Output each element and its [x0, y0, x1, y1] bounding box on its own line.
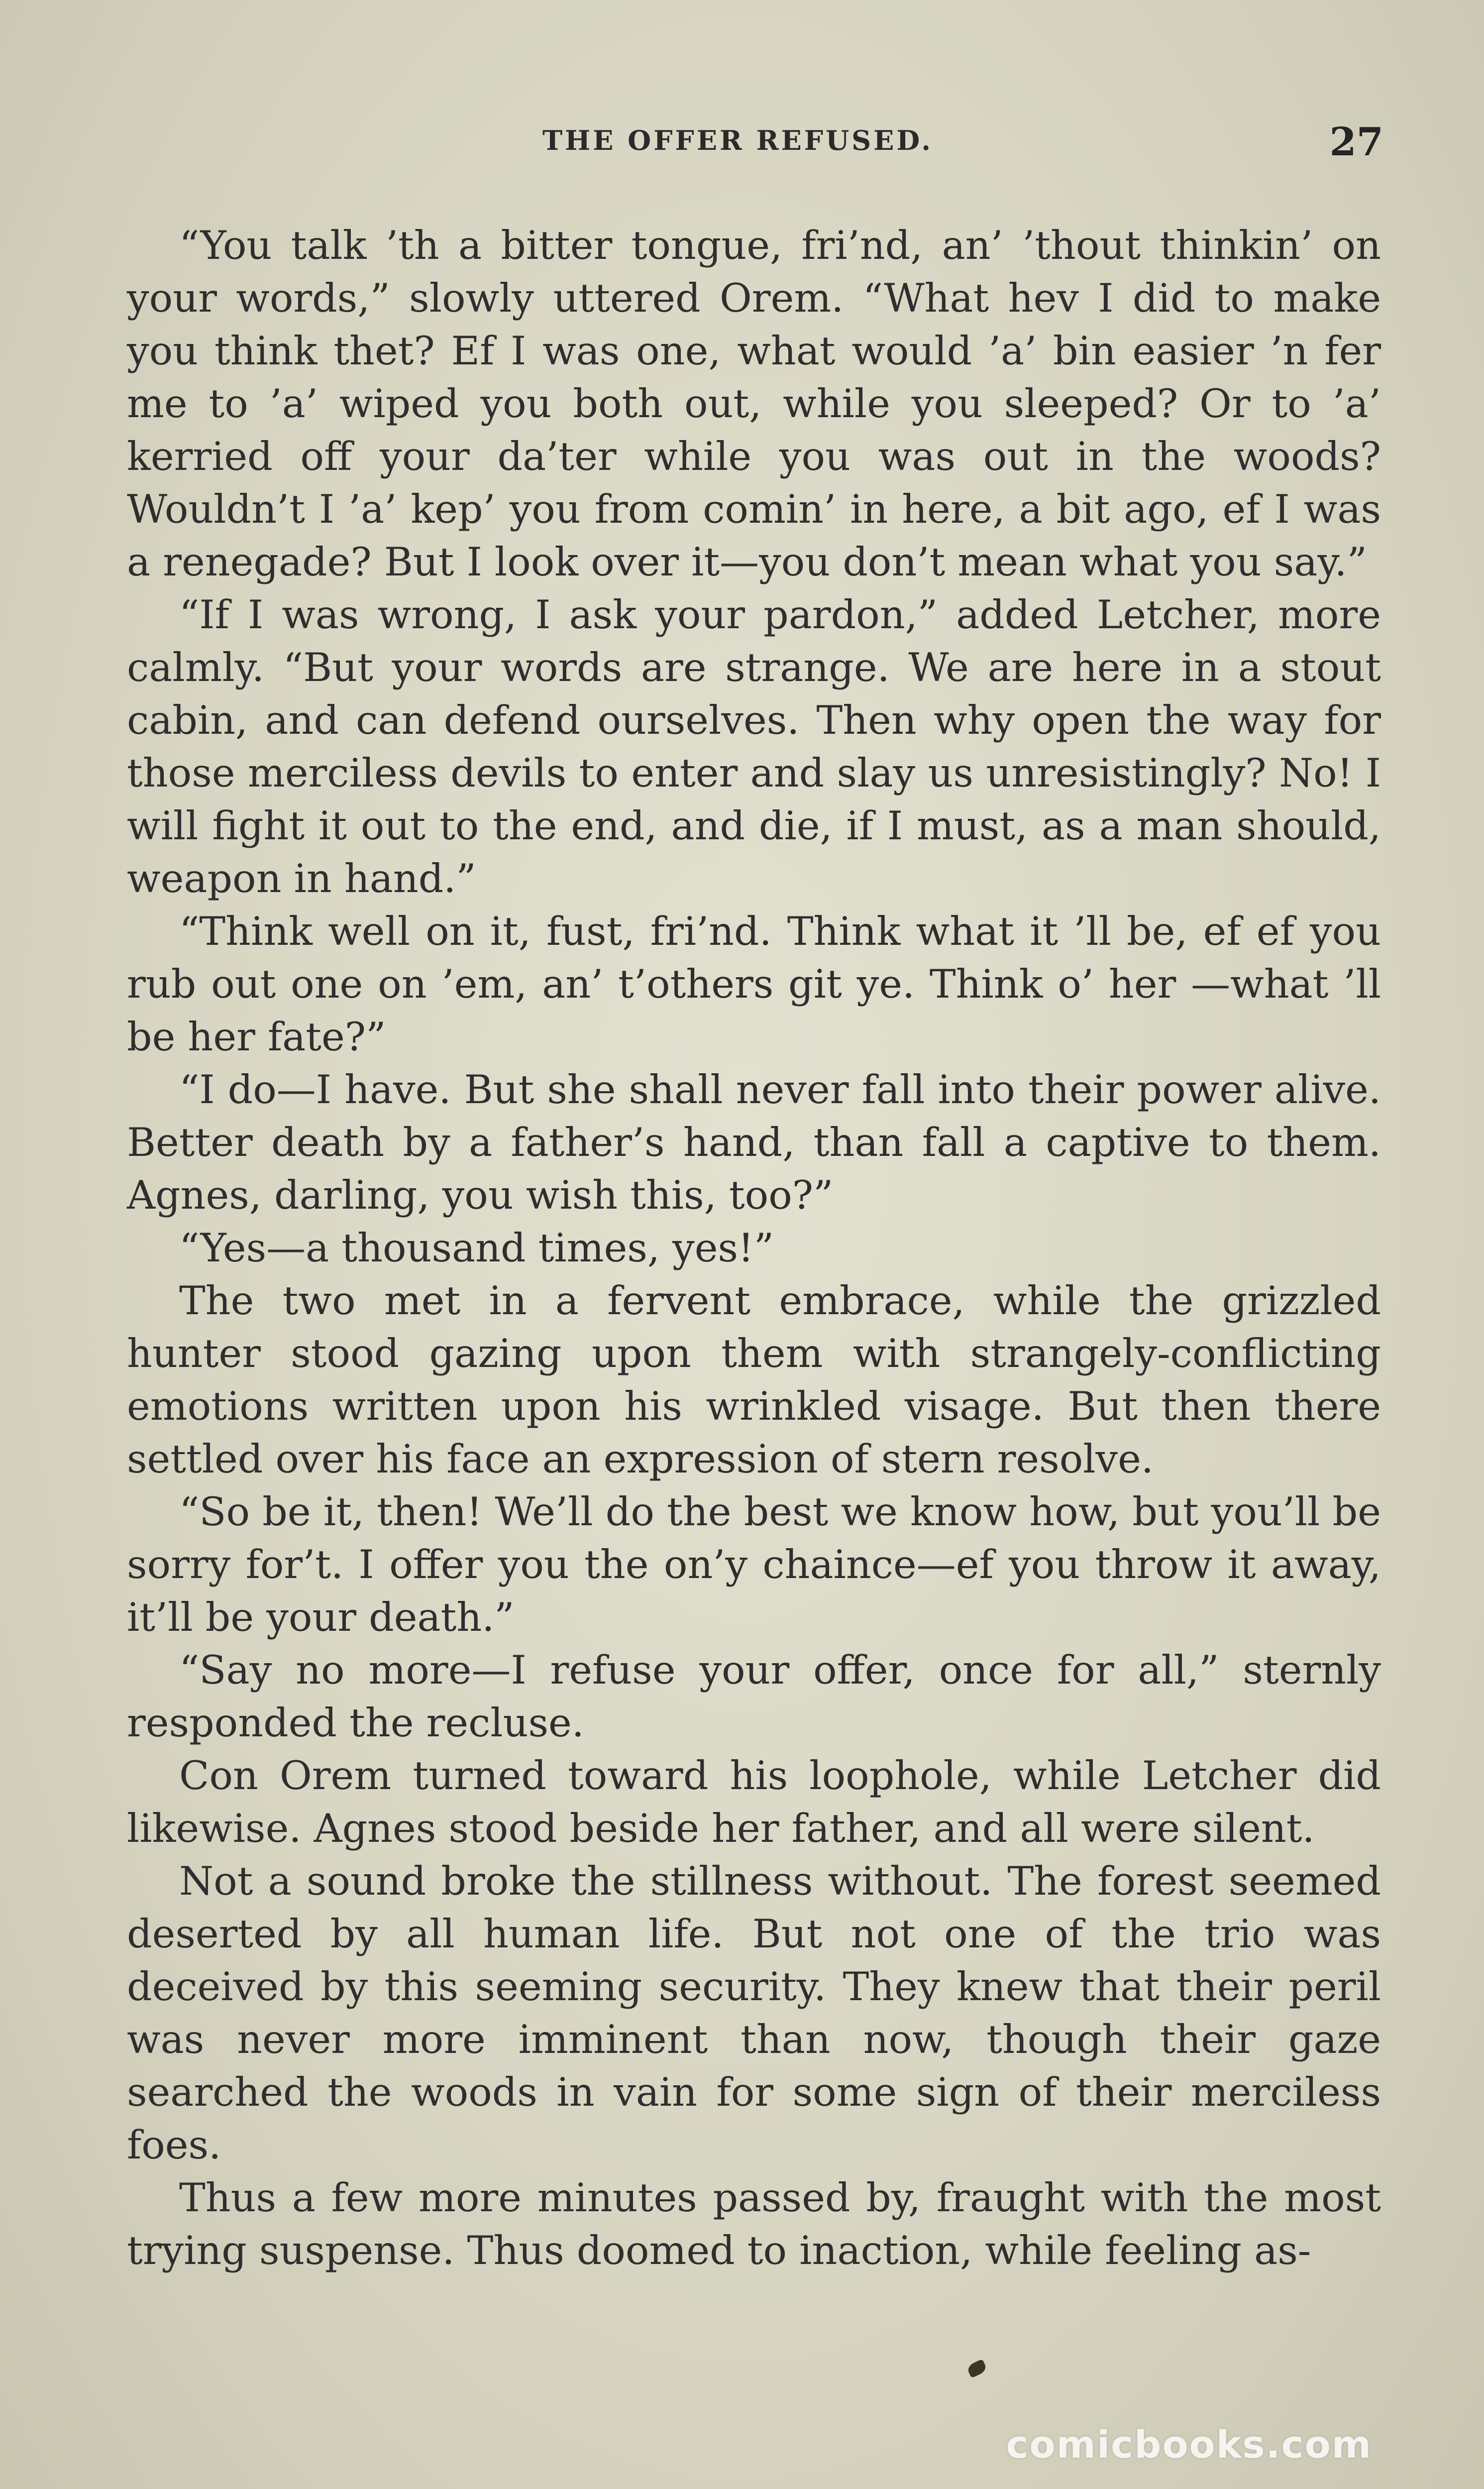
paragraph: The two met in a fervent embrace, while the grizzled hunter stood gazing upon them with strangely-conflicting emotions written upon his wrinkled visage. But then there settled over his face an expression of stern resolve. [127, 1278, 1381, 1482]
paragraph: “So be it, then! We’ll do the best we know how, but you’ll be sorry for’t. I offer you the on’y chaince—ef you throw it away, it’ll be your death.” [127, 1489, 1381, 1640]
body-text [127, 219, 1381, 2277]
paragraph: “Say no more—I refuse your offer, once for all,” sternly responded the recluse. [127, 1647, 1381, 1746]
paragraph: “Yes—a thousand times, yes!” [179, 1225, 774, 1271]
watermark: comicbooks.com [1006, 2422, 1372, 2467]
page-header [124, 119, 1383, 179]
ink-smudge [966, 2359, 988, 2378]
page-number: 27 [1329, 119, 1383, 165]
paragraph: Thus a few more minutes passed by, fraught with the most trying suspense. Thus doomed to inaction, while feeling as- [127, 2175, 1381, 2273]
paragraph: “You talk ’th a bitter tongue, fri’nd, an’ ’thout thinkin’ on your words,” slowly uttered Orem. “What hev I did to make you think thet? Ef I was one, what would ’a’ bin easier ’n fer me to ’a’ wiped you both out, while you sleeped? Or to ’a’ kerried off your da’ter while you was out in the woods? Wouldn’t I ’a’ kep’ you from comin’ in here, a bit ago, ef I was a renegade? But I look over it—you don’t mean what you say.” [127, 223, 1381, 585]
running-title: THE OFFER REFUSED. [542, 124, 934, 156]
paragraph: “If I was wrong, I ask your pardon,” added Letcher, more calmly. “But your words are strange. We are here in a stout cabin, and can defend ourselves. Then why open the way for those merciless devils to enter and slay us unresistingly? No! I will fight it out to the end, and die, if I must, as a man should, weapon in hand.” [127, 592, 1381, 902]
paragraph: “Think well on it, fust, fri’nd. Think what it ’ll be, ef ef you rub out one on ’em, an’ t’others git ye. Think o’ her —what ’ll be her fate?” [127, 908, 1381, 1060]
paragraph: Not a sound broke the stillness without. The forest seemed deserted by all human life. But not one of the trio was deceived by this seeming security. They knew that their peril was never more imminent than now, though their gaze searched the woods in vain for some sign of their merciless foes. [127, 1858, 1381, 2168]
paragraph: Con Orem turned toward his loophole, while Letcher did likewise. Agnes stood beside her father, and all were silent. [127, 1753, 1381, 1851]
paragraph: “I do—I have. But she shall never fall into their power alive. Better death by a father’s hand, than fall a captive to them. Agnes, darling, you wish this, too?” [127, 1067, 1381, 1218]
